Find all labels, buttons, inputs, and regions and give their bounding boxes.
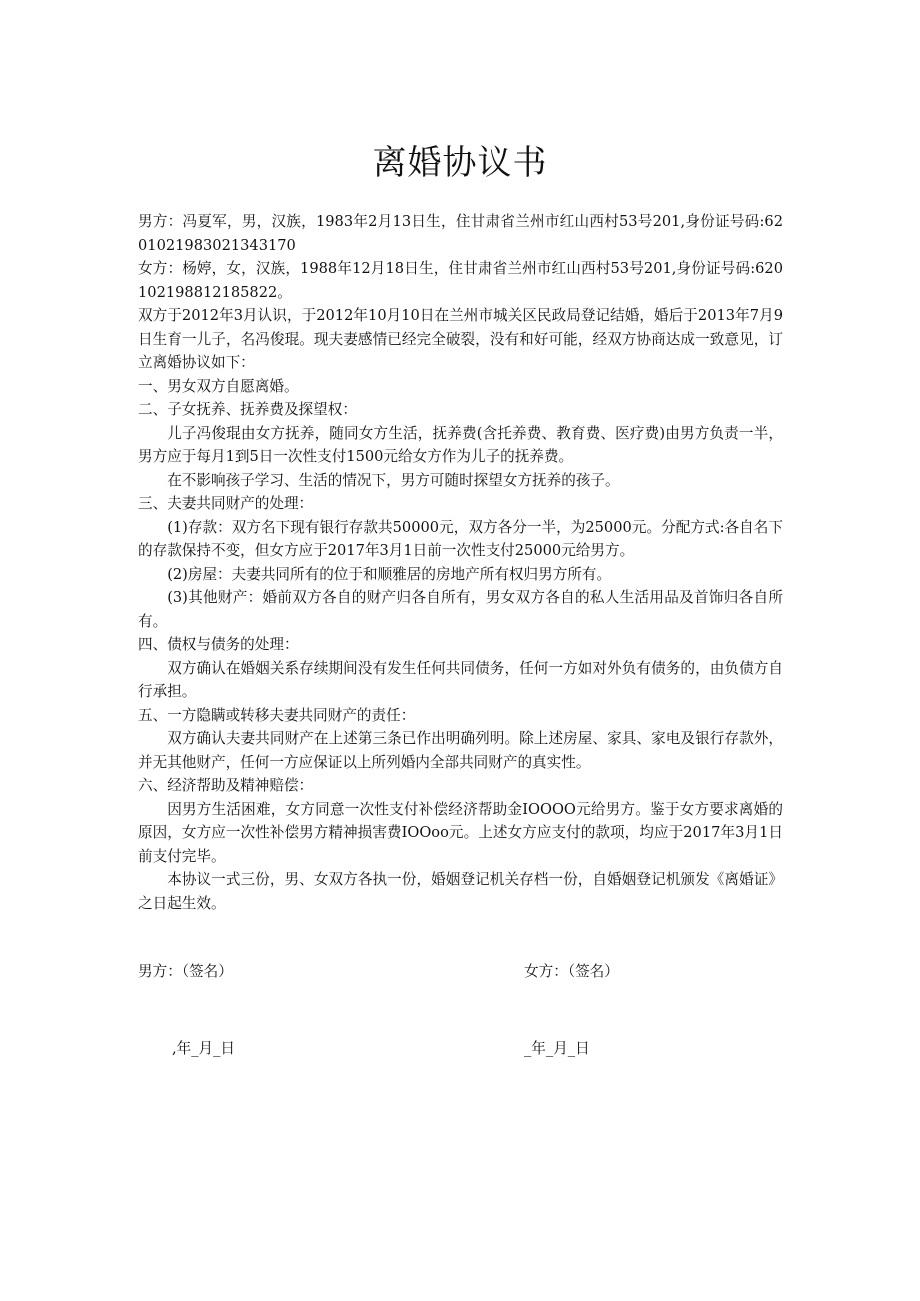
section-heading-1: 一、男女双方自愿离婚。: [138, 377, 299, 395]
paragraph-male-party: 男方：冯夏军，男，汉族，1983年2月13日生，住甘肃省兰州市红山西村53号201,身份证号码:6201021983021343170: [138, 213, 783, 254]
paragraph-custody: 儿子冯俊琨由女方抚养，随同女方生活，抚养费(含托养费、教育费、医疗费)由男方负责一半，男方应于每月1到5日一次性支付1500元给女方作为儿子的抚养费。: [138, 424, 783, 465]
male-signature-label: 男方：（签名）: [138, 963, 233, 980]
paragraph-effectiveness: 本协议一式三份，男、女双方各执一份，婚姻登记机关存档一份，自婚姻登记机颁发《离婚证》之日起生效。: [138, 871, 783, 912]
paragraph-visitation: 在不影响孩子学习、生活的情况下，男方可随时探望女方抚养的孩子。: [167, 471, 620, 489]
section-heading-2: 二、子女抚养、抚养费及探望权：: [138, 401, 357, 418]
female-signature-label: 女方：（签名）: [524, 963, 619, 980]
paragraph-other-property: (3)其他财产：婚前双方各自的财产归各自所有，男女双方各自的私人生活用品及首饰归各自所有。: [138, 589, 783, 630]
paragraph-female-party: 女方：杨婷，女，汉族，1988年12月18日生，住甘肃省兰州市红山西村53号201,身份证号码:620102198812185822。: [138, 260, 783, 301]
section-heading-4: 四、债权与债务的处理：: [138, 636, 299, 653]
female-date-line: _年_月_日: [524, 1040, 590, 1057]
paragraph-debts: 双方确认在婚姻关系存续期间没有发生任何共同债务，任何一方如对外负有债务的，由负债方自行承担。: [138, 659, 783, 700]
section-heading-3: 三、夫妻共同财产的处理：: [138, 495, 314, 512]
paragraph-deposits: (1)存款：双方名下现有银行存款共50000元，双方各分一半，为25000元。分配方式:各自名下的存款保持不变，但女方应于2017年3月1日前一次性支付25000元给男方。: [138, 518, 783, 559]
paragraph-house: (2)房屋：夫妻共同所有的位于和顺雅居的房地产所有权归男方所有。: [167, 565, 612, 583]
document-body: [138, 210, 783, 915]
document-title: 离婚协议书: [372, 142, 548, 183]
section-heading-5: 五、一方隐瞒或转移夫妻共同财产的责任：: [138, 706, 416, 724]
paragraph-concealment: 双方确认夫妻共同财产在上述第三条已作出明确列明。除上述房屋、家具、家电及银行存款外，并无其他财产，任何一方应保证以上所列婚内全部共同财产的真实性。: [138, 730, 783, 771]
paragraph-compensation: 因男方生活困难，女方同意一次性支付补偿经济帮助金IOOOO元给男方。鉴于女方要求离婚的原因，女方应一次性补偿男方精神损害费IOOoo元。上述女方应支付的款项，均应于2017年3月1日前支付完毕。: [138, 800, 783, 865]
paragraph-background: 双方于2012年3月认识，于2012年10月10日在兰州市城关区民政局登记结婚，婚后于2013年7月9日生育一儿子，名冯俊琨。现夫妻感情已经完全破裂，没有和好可能，经双方协商达成一致意见，订立离婚协议如下：: [138, 307, 783, 371]
section-heading-6: 六、经济帮助及精神赔偿：: [138, 777, 314, 794]
male-date-line: ,年_月_日: [172, 1040, 236, 1057]
